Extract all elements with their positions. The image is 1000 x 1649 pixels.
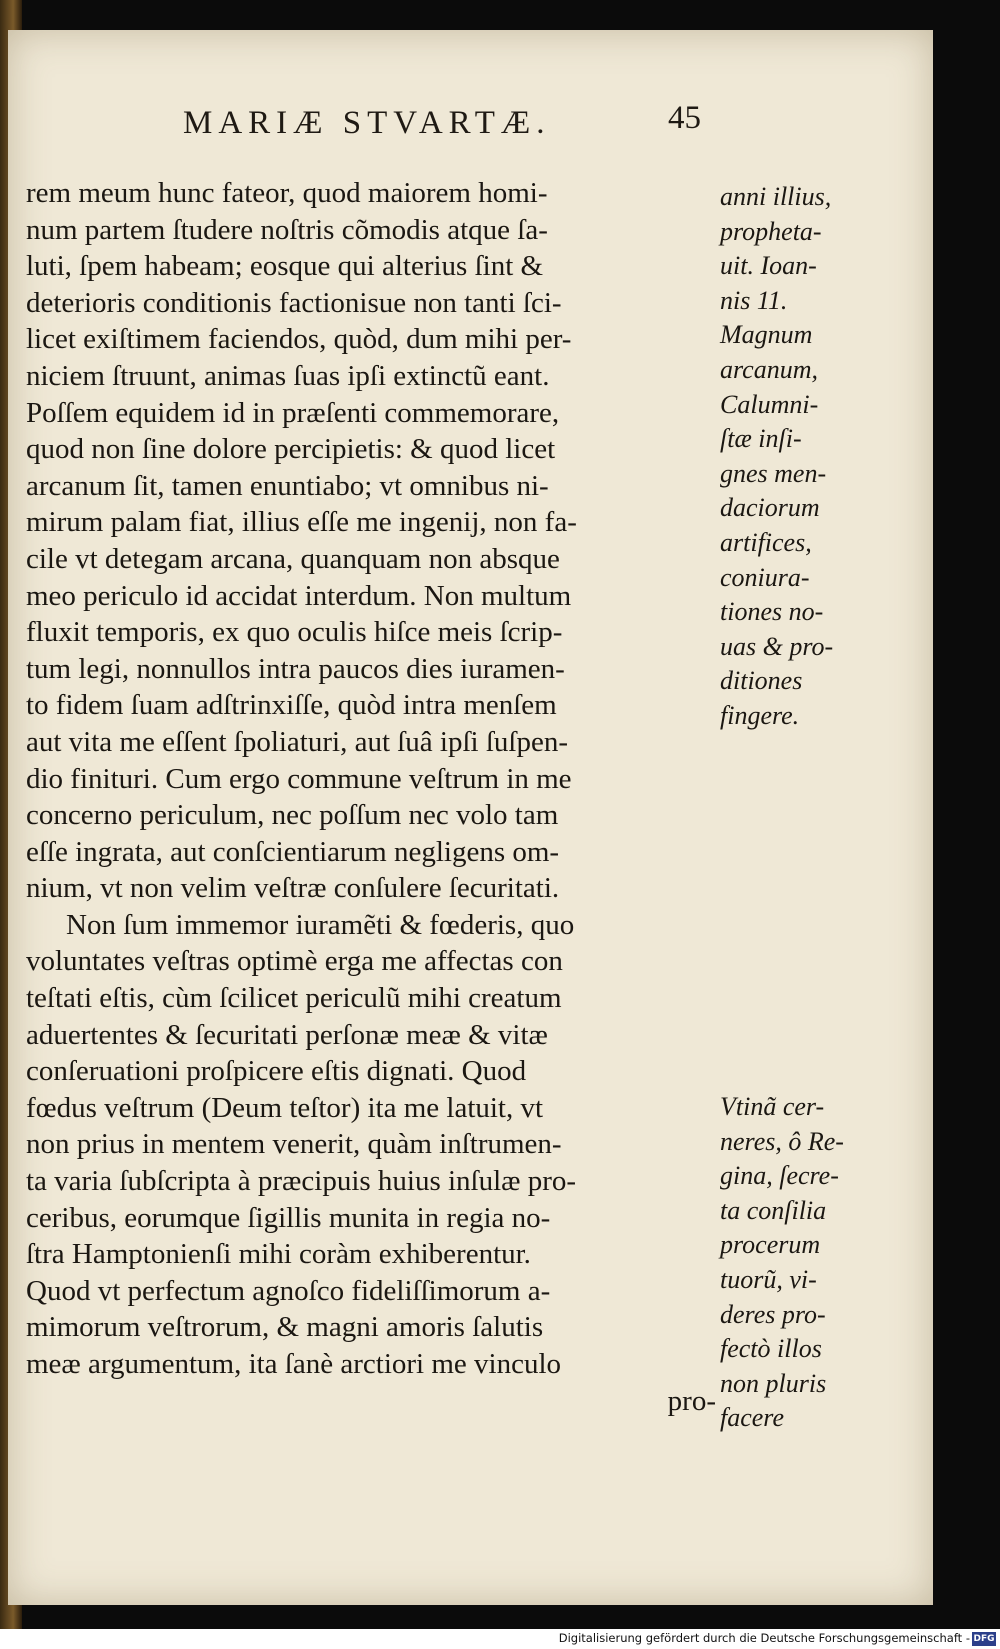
gloss-line: deres pro-	[720, 1299, 826, 1329]
text-line: teſtati eſtis, cùm ſcilicet periculũ mihi creatum	[26, 982, 562, 1015]
text-line: eſſe ingrata, aut conſcientiarum negligens om-	[26, 835, 560, 868]
dfg-logo: DFG	[973, 1634, 995, 1644]
text-line: mirum palam fiat, illius eſſe me ingenij, non fa-	[26, 506, 577, 539]
text-line: Quod vt perfectum agnoſco fideliſſimorum a-	[26, 1274, 551, 1307]
funding-notice: Digitalisierung gefördert durch die Deutsche Forschungsgemeinschaft -	[558, 1631, 970, 1645]
gloss-line: Calumni-	[720, 389, 819, 419]
text-line: deterioris conditionis factionisue non tanti ſci-	[26, 286, 562, 319]
text-line: Poſſem equidem id in præſenti commemorare,	[26, 396, 560, 429]
gloss-line: fingere.	[720, 700, 800, 730]
text-line: fœdus veſtrum (Deum teſtor) ita me latuit, vt	[26, 1091, 544, 1124]
text-line: licet exiſtimem faciendos, quòd, dum mihi per-	[26, 323, 572, 356]
text-line: nium, vt non velim veſtræ conſulere ſecuritati.	[26, 872, 560, 905]
gloss-line: tuorũ, vi-	[720, 1264, 817, 1294]
gloss-line: procerum	[720, 1230, 821, 1260]
text-line: to fidem ſuam adſtrinxiſſe, quòd intra menſem	[26, 689, 557, 722]
text-line: meo periculo id accidat interdum. Non multum	[26, 579, 572, 612]
text-line: luti, ſpem habeam; eosque qui alterius ſint &	[26, 250, 544, 283]
gloss-line: Magnum	[720, 320, 813, 350]
gloss-line: facere	[720, 1403, 784, 1433]
page-number: 45	[668, 100, 701, 136]
text-line: rem meum hunc fateor, quod maiorem homi-	[26, 177, 548, 209]
text-line: ceribus, eorumque ſigillis munita in regia no-	[26, 1201, 551, 1234]
gloss-line: gina, ſecre-	[720, 1161, 839, 1191]
text-line: non prius in mentem venerit, quàm inſtrumen-	[26, 1128, 562, 1161]
gloss-line: propheta-	[720, 216, 822, 246]
gloss-line: ſtæ inſi-	[720, 424, 802, 454]
gloss-line: tiones no-	[720, 597, 824, 627]
marginal-gloss-upper	[720, 180, 895, 734]
gloss-line: non pluris	[720, 1368, 827, 1398]
text-line: aduertentes & ſecuritati perſonæ meæ & vitæ	[26, 1018, 548, 1051]
gloss-line: daciorum	[720, 493, 820, 523]
text-line: cile vt detegam arcana, quanquam non absque	[26, 542, 560, 575]
gloss-line: neres, ô Re-	[720, 1126, 844, 1156]
gloss-line: ditiones	[720, 666, 803, 696]
text-line: pro-	[667, 1384, 716, 1417]
gloss-line: Vtinã cer-	[720, 1092, 825, 1121]
gloss-line: anni illius,	[720, 182, 832, 211]
gloss-line: arcanum,	[720, 354, 818, 384]
text-line: quod non ſine dolore percipietis: & quod licet	[26, 433, 556, 466]
text-line: arcanum ſit, tamen enuntiabo; vt omnibus ni-	[26, 469, 549, 502]
text-line: aut vita me eſſent ſpoliaturi, aut ſuâ ipſi ſuſpen-	[26, 725, 568, 758]
text-line: ta varia ſubſcripta à præcipuis huius inſulæ pro-	[26, 1165, 577, 1198]
running-head: MARIÆ STVARTÆ.	[183, 105, 551, 141]
text-line: Non ſum immemor iuramẽti & fœderis, quo	[66, 908, 575, 941]
gloss-line: fectò illos	[720, 1334, 822, 1364]
text-line: concerno periculum, nec poſſum nec volo tam	[26, 799, 559, 832]
gloss-line: coniura-	[720, 562, 810, 592]
text-line: tum legi, nonnullos intra paucos dies iuramen-	[26, 652, 565, 685]
text-line: dio finituri. Cum ergo commune veſtrum in me	[26, 762, 572, 795]
gloss-line: ta conſilia	[720, 1195, 827, 1225]
text-line: fluxit temporis, ex quo oculis hiſce meis ſcrip-	[26, 616, 563, 649]
gloss-line: uit. Ioan-	[720, 251, 817, 281]
text-line: mimorum veſtrorum, & magni amoris ſalutis	[26, 1311, 544, 1344]
text-line: meæ argumentum, ita ſanè arctiori me vinculo	[26, 1348, 561, 1380]
gloss-line: gnes men-	[720, 458, 827, 488]
gloss-line: uas & pro-	[720, 631, 834, 661]
text-line: voluntates veſtras optimè erga me affectas con	[26, 945, 563, 978]
book-page	[8, 30, 933, 1605]
text-line: ſtra Hamptonienſi mihi coràm exhiberentur.	[26, 1238, 531, 1271]
text-line: niciem ſtruunt, animas ſuas ipſi extinctũ eant.	[26, 359, 550, 392]
text-line: num partem ſtudere noſtris cõmodis atque ſa-	[26, 213, 548, 246]
gloss-line: nis 11.	[720, 285, 788, 315]
marginal-gloss-lower	[720, 1090, 895, 1436]
text-line: conſeruationi proſpicere eſtis dignati. Quod	[26, 1055, 527, 1088]
main-text-block	[26, 175, 716, 1419]
gloss-line: artifices,	[720, 527, 812, 557]
